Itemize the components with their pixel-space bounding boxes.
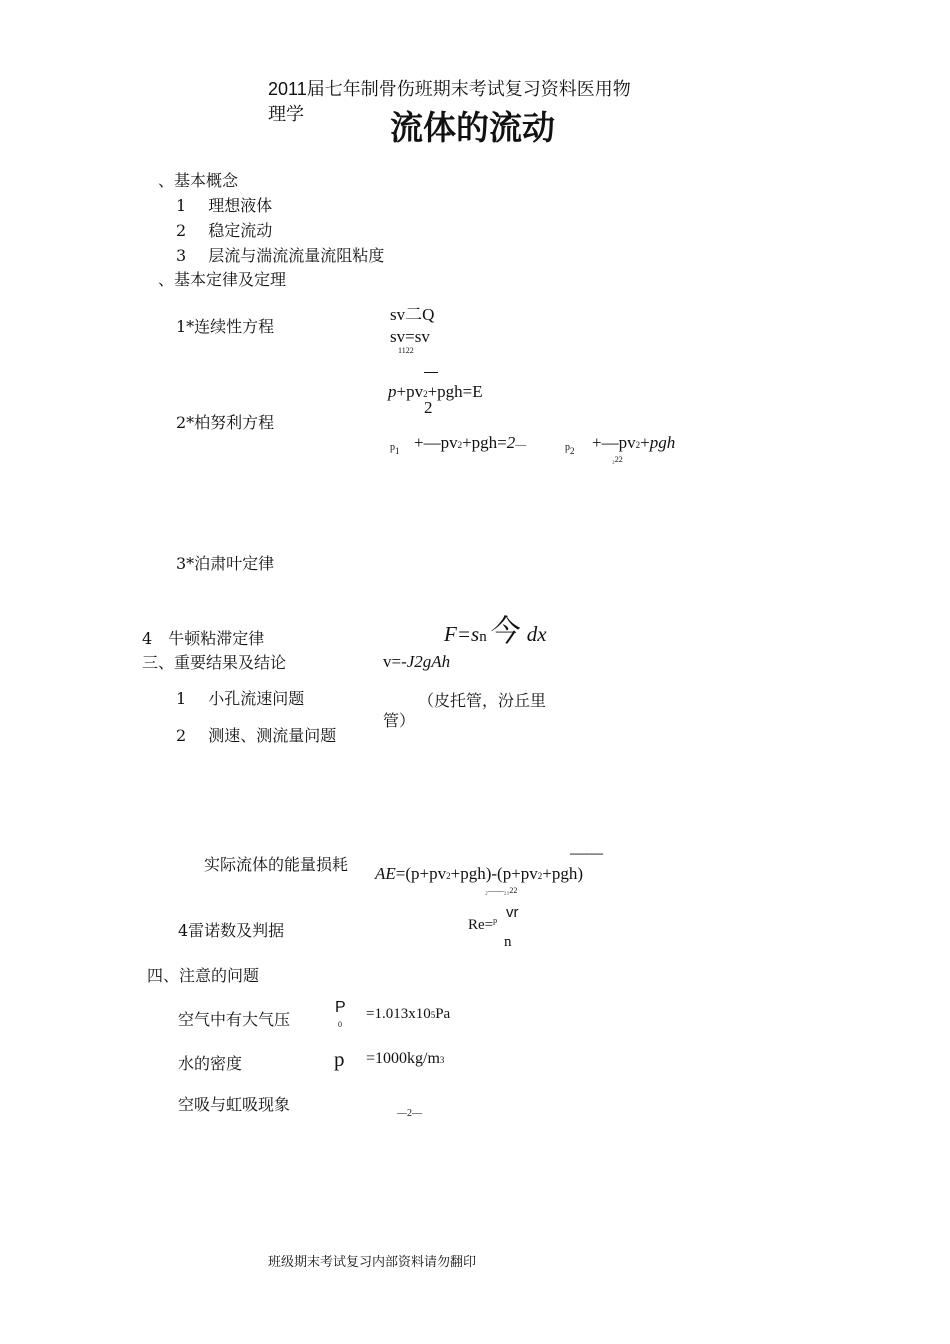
page-number: —2— <box>397 1108 422 1119</box>
header-line2: 理学 <box>268 104 304 124</box>
atmospheric-pressure-symbol: P <box>335 999 346 1016</box>
list-item <box>176 193 272 216</box>
energy-loss-label: 实际流体的能量损耗 <box>204 855 349 874</box>
reynolds-denominator: n <box>504 934 512 946</box>
continuity-equation-1: sv二Q <box>390 305 435 324</box>
continuity-equation-2: sv=sv <box>390 327 430 346</box>
item-text: 稳定流动 <box>208 221 273 240</box>
section-heading-results: 三、重要结果及结论 <box>142 653 287 672</box>
item-text: 层流与湍流流量流阻粘度 <box>208 246 385 265</box>
energy-subscripts: ₂——₂₁22 <box>485 886 518 895</box>
siphon-label: 空吸与虹吸现象 <box>178 1095 291 1114</box>
list-item: 1 小孔流速问题 <box>176 689 305 708</box>
atmospheric-pressure-subscript: 0 <box>338 1020 342 1029</box>
page-title: 流体的流动 <box>390 109 555 146</box>
atmospheric-pressure-label: 空气中有大气压 <box>178 1010 291 1029</box>
fraction-bar <box>424 372 438 373</box>
measurement-note-1: （皮托管，汾丘里 <box>418 691 547 710</box>
section-heading-basic-concepts: 、基本概念 <box>158 171 239 190</box>
continuity-subscripts: 1122 <box>398 346 414 355</box>
measurement-note-2: 管） <box>383 711 416 730</box>
list-item <box>176 243 384 266</box>
bernoulli-subscripts: ₂22 <box>612 455 623 464</box>
header-line1: 2011届七年制骨伤班期末考试复习资料医用物 <box>268 79 631 99</box>
section-heading-notes: 四、注意的问题 <box>147 966 260 985</box>
bernoulli-denominator: 2 <box>424 398 433 417</box>
reynolds-numerator: vr <box>506 904 519 921</box>
bernoulli-p2: p2 <box>565 442 575 456</box>
water-density-label: 水的密度 <box>178 1054 243 1073</box>
energy-bars: —— <box>570 843 602 862</box>
item-number: 1 <box>176 196 187 215</box>
density-symbol: p <box>334 1047 345 1071</box>
bernoulli-label: 2*柏努利方程 <box>176 413 275 432</box>
reynolds-equation: Re=$^p$ <box>468 916 498 933</box>
newton-equation: F=sn 今 dx <box>444 615 547 648</box>
list-item <box>176 218 272 241</box>
atmospheric-pressure-value: =1.013x105Pa <box>366 1006 451 1022</box>
section-heading-laws: 、基本定律及定理 <box>158 270 287 289</box>
bernoulli-equation-2-right: +—pv2+pgh <box>592 433 676 452</box>
bernoulli-p1: p1 <box>390 442 400 456</box>
item-text: 理想液体 <box>208 196 273 215</box>
newton-label: 4 牛顿粘滞定律 <box>142 629 265 648</box>
bernoulli-equation-1: p+pv2+pgh=E <box>388 382 483 401</box>
poiseuille-label: 3*泊肃叶定律 <box>176 554 275 573</box>
orifice-velocity-equation: v=-J2gAh <box>383 652 451 671</box>
reynolds-label: 4雷诺数及判据 <box>178 921 285 940</box>
continuity-label: 1*连续性方程 <box>176 317 275 336</box>
water-density-value: =1000kg/m3 <box>366 1050 445 1067</box>
list-item: 2 测速、测流量问题 <box>176 726 337 745</box>
item-number: 3 <box>176 246 187 265</box>
footer-note: 班级期末考试复习内部资料请勿翻印 <box>268 1255 477 1270</box>
item-number: 2 <box>176 221 187 240</box>
bernoulli-equation-2-left: +—pv2+pgh=2— <box>414 433 527 452</box>
energy-loss-equation: AE=(p+pv2+pgh)-(p+pv2+pgh) <box>375 864 584 883</box>
